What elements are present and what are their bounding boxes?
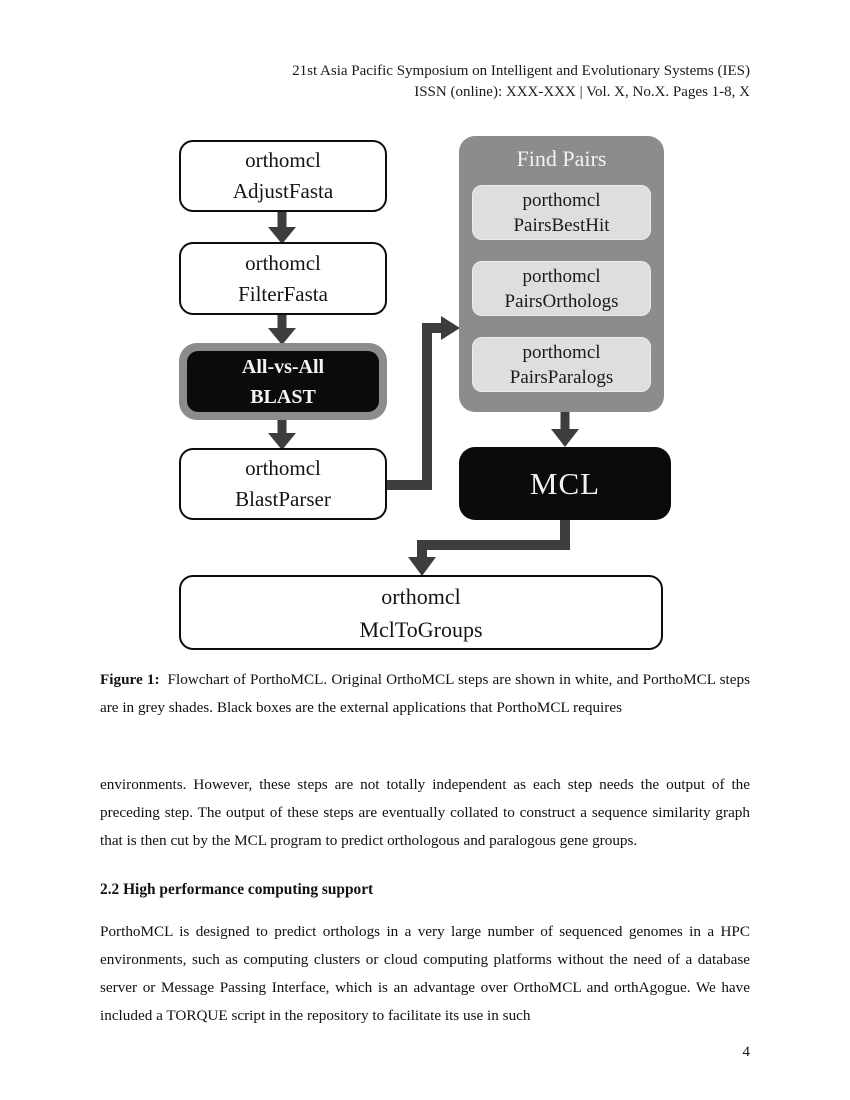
- node-label-line: BLAST: [250, 385, 316, 408]
- figure-caption-label: Figure 1:: [100, 671, 160, 688]
- node-orthomcl-adjustfasta: [179, 140, 387, 212]
- figure-caption-text: Flowchart of PorthoMCL. Original OrthoMCL steps are shown in white, and PorthoMCL steps are in grey shades. Black boxes are the external applications that PorthoMCL requires: [100, 671, 750, 716]
- group-find-pairs-title: Find Pairs: [516, 146, 607, 171]
- node-orthomcl-blastparser: [179, 448, 387, 520]
- node-label-line: All-vs-All: [241, 355, 325, 378]
- body-paragraph-1: environments. However, these steps are not totally independent as each step needs the output of the preceding step. The output of these steps are eventually collated to construct a sequence similarity graph that is then cut by the MCL program to predict orthologous and paralogous gene groups.: [100, 776, 750, 849]
- node-label-line: orthomcl: [381, 583, 461, 609]
- node-label-line: orthomcl: [245, 148, 321, 172]
- arrow-down-icon: [268, 210, 296, 244]
- node-mcl: [459, 447, 671, 520]
- node-porthomcl-pairsbesthit: [472, 185, 651, 240]
- connector-mcl-to-mcltogroups: [408, 519, 565, 576]
- figure-caption: [100, 666, 750, 722]
- page-number: 4: [742, 1044, 750, 1060]
- connector-blastparser-to-findpairs: [386, 316, 460, 485]
- arrow-down-icon: [268, 313, 296, 345]
- node-label-line: PairsOrthologs: [504, 290, 619, 312]
- node-label-line: MclToGroups: [359, 616, 483, 642]
- body-paragraph-2: PorthoMCL is designed to predict orthologs in a very large number of sequenced genomes in a HPC environments, such as computing clusters or cloud computing platforms without the need of a database server or Message Passing Interface, which is an advantage over OrthoMCL and orthAgogue. We have included a TORQUE script in the repository to facilitate its use in such: [100, 923, 750, 1024]
- node-label-line: PairsBestHit: [513, 214, 610, 236]
- node-orthomcl-filterfasta: [179, 242, 387, 315]
- node-label-line: FilterFasta: [238, 281, 328, 306]
- node-porthomcl-pairsparalogs: [472, 337, 651, 392]
- node-label-line: porthomcl: [522, 265, 601, 287]
- journal-header-line-2: ISSN (online): XXX-XXX | Vol. X, No.X. Pages 1-8, X: [414, 84, 750, 100]
- node-orthomcl-mcltogroups: [179, 575, 663, 650]
- node-label-line: porthomcl: [522, 341, 601, 363]
- node-label-line: porthomcl: [522, 189, 601, 211]
- arrow-down-icon: [268, 418, 296, 450]
- node-label-line: BlastParser: [235, 487, 331, 511]
- node-label-line: PairsParalogs: [509, 366, 614, 388]
- group-find-pairs: [459, 136, 664, 412]
- journal-header-line-1: 21st Asia Pacific Symposium on Intelligent and Evolutionary Systems (IES): [292, 63, 750, 79]
- node-label-line: orthomcl: [245, 456, 321, 480]
- section-heading: 2.2 High performance computing support: [100, 881, 374, 898]
- node-all-vs-all-blast: [179, 343, 387, 420]
- node-label-line: AdjustFasta: [232, 179, 334, 203]
- node-all-vs-all-blast-inner: [187, 351, 379, 412]
- node-label-line: MCL: [529, 465, 601, 501]
- node-label-line: orthomcl: [245, 250, 321, 275]
- node-porthomcl-pairsorthologs: [472, 261, 651, 316]
- arrow-down-icon: [551, 410, 579, 447]
